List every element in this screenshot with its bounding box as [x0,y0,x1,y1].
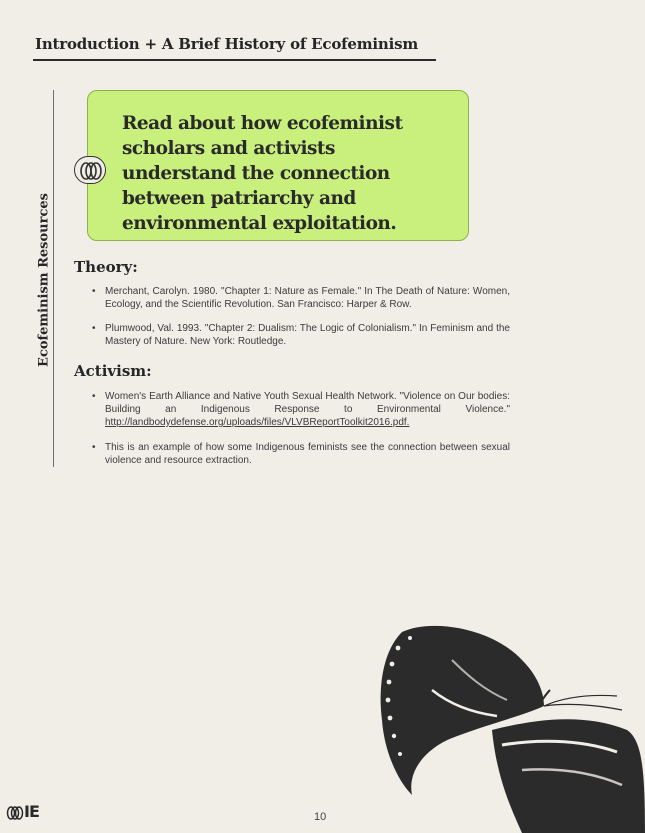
bullet: • [92,323,96,334]
report-link[interactable]: http://landbodydefense.org/uploads/files/VLVBReportToolkit2016.pdf. [105,417,410,428]
entry-text: Women's Earth Alliance and Native Youth Sexual Health Network. "Violence on Our bodies: Building an Indigenous Response to Environmental Violence." [105,391,510,415]
sidebar-divider [53,90,54,467]
activism-heading: Activism: [74,362,152,380]
callout-line: Read about how ecofeminist [122,113,403,134]
entry-body [105,390,510,429]
activism-entry [92,390,510,429]
callout-line: understand the connection [122,163,390,184]
callout-line: environmental exploitation. [122,213,397,234]
callout-line: scholars and activists [122,138,335,159]
logo-rings-icon [6,806,24,820]
theory-heading: Theory: [74,258,138,276]
page-header-title: Introduction + A Brief History of Ecofeminism [35,35,419,53]
butterfly-illustration [372,620,645,833]
entry-text: Plumwood, Val. 1993. "Chapter 2: Dualism: The Logic of Colonialism." In Feminism and the Mastery of Nature. New York: Routledge. [105,323,510,347]
header-divider [33,59,436,61]
footer-logo [6,802,39,821]
activism-entry [92,441,510,467]
theory-entry [92,285,510,311]
interlocking-rings-icon [74,156,106,184]
entry-text: Merchant, Carolyn. 1980. "Chapter 1: Nature as Female." In The Death of Nature: Women, Ecology, and the Scientific Revolution. San Francisco: Harper & Row. [105,286,510,310]
bullet: • [92,391,96,402]
callout-text [122,111,452,236]
logo-text: IE [24,802,39,821]
bullet: • [92,442,96,453]
sidebar-label: Ecofeminism Resources [36,193,52,367]
entry-text: This is an example of how some Indigenous feminists see the connection between sexual violence and resource extraction. [105,442,510,466]
page-number: 10 [314,811,327,823]
theory-entry [92,322,510,348]
callout-line: between patriarchy and [122,188,356,209]
bullet: • [92,286,96,297]
